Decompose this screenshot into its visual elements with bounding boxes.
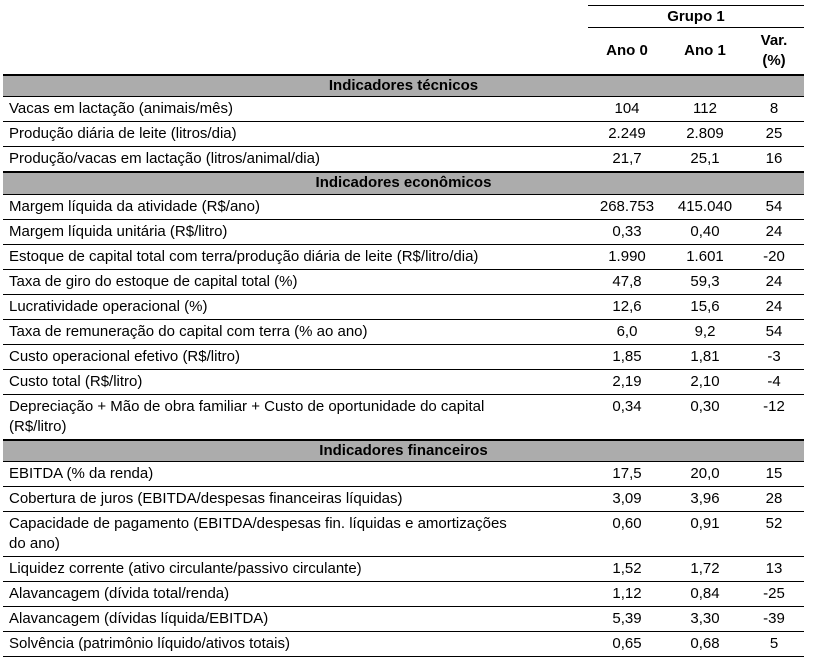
value-ano0: 12,6 [588, 294, 666, 319]
row-label-line1: Taxa de giro do estoque de capital total (%) [9, 272, 298, 290]
row-label [3, 122, 588, 147]
value-var: 15 [744, 462, 804, 487]
row-label [3, 294, 588, 319]
value-var: -4 [744, 369, 804, 394]
value-ano1: 1,72 [666, 557, 744, 582]
table-row [3, 219, 804, 244]
row-label-line1: Custo total (R$/litro) [9, 372, 143, 390]
table-head [3, 6, 804, 75]
value-ano1: 3,30 [666, 607, 744, 632]
value-ano0: 17,5 [588, 462, 666, 487]
table-row [3, 319, 804, 344]
row-label-line1: Depreciação + Mão de obra familiar + Custo de oportunidade do capital [9, 397, 485, 415]
table-row [3, 97, 804, 122]
value-ano0: 0,34 [588, 394, 666, 440]
row-label-line1: Produção diária de leite (litros/dia) [9, 125, 237, 142]
value-var: -20 [744, 244, 804, 269]
value-ano0: 2.249 [588, 122, 666, 147]
row-label-line1: Estoque de capital total com terra/produção diária de leite (R$/litro/dia) [9, 247, 479, 265]
value-ano0: 0,33 [588, 219, 666, 244]
value-ano0: 5,39 [588, 607, 666, 632]
row-label-line1: Custo operacional efetivo (R$/litro) [9, 347, 240, 365]
row-label [3, 344, 588, 369]
table-body [3, 75, 804, 657]
value-ano1: 0,68 [666, 632, 744, 657]
value-ano1: 0,91 [666, 512, 744, 557]
value-ano0: 1,85 [588, 344, 666, 369]
row-label-line1: Alavancagem (dívida total/renda) [9, 585, 230, 602]
value-ano1: 59,3 [666, 269, 744, 294]
row-label [3, 147, 588, 173]
value-var: -3 [744, 344, 804, 369]
row-label [3, 607, 588, 632]
value-var: -39 [744, 607, 804, 632]
table-row [3, 244, 804, 269]
value-var: 13 [744, 557, 804, 582]
row-label-line1: EBITDA (% da renda) [9, 465, 154, 482]
table-row [3, 294, 804, 319]
table-row [3, 582, 804, 607]
table-row [3, 462, 804, 487]
value-ano1: 2.809 [666, 122, 744, 147]
row-label-line1: Vacas em lactação (animais/mês) [9, 100, 233, 117]
row-label [3, 319, 588, 344]
col-header-var-line1: Var. [760, 31, 788, 49]
row-label [3, 462, 588, 487]
row-label-line2: (R$/litro) [9, 417, 67, 435]
value-ano1: 1.601 [666, 244, 744, 269]
value-var: 5 [744, 632, 804, 657]
col-header-var [744, 28, 804, 75]
row-label [3, 557, 588, 582]
table-row [3, 194, 804, 219]
value-ano0: 0,60 [588, 512, 666, 557]
row-label [3, 194, 588, 219]
value-var: -25 [744, 582, 804, 607]
row-label [3, 244, 588, 269]
value-ano1: 1,81 [666, 344, 744, 369]
value-var: 25 [744, 122, 804, 147]
value-var: -12 [744, 394, 804, 440]
corner-spacer [3, 28, 588, 75]
value-var: 24 [744, 219, 804, 244]
row-label [3, 269, 588, 294]
row-label-line1: Margem líquida da atividade (R$/ano) [9, 197, 260, 215]
row-label-line1: Cobertura de juros (EBITDA/despesas financeiras líquidas) [9, 490, 403, 507]
corner-spacer [3, 6, 588, 28]
value-ano1: 20,0 [666, 462, 744, 487]
value-ano0: 1,52 [588, 557, 666, 582]
table-row [3, 369, 804, 394]
value-ano1: 0,84 [666, 582, 744, 607]
value-ano0: 47,8 [588, 269, 666, 294]
section-header-row [3, 75, 804, 97]
value-var: 54 [744, 194, 804, 219]
row-label-line1: Alavancagem (dívidas líquida/EBITDA) [9, 610, 269, 627]
row-label-line1: Produção/vacas em lactação (litros/animal/dia) [9, 150, 320, 167]
row-label [3, 394, 588, 440]
group-header-row [3, 6, 804, 28]
value-var: 16 [744, 147, 804, 173]
section-title: Indicadores técnicos [3, 75, 804, 97]
value-ano0: 104 [588, 97, 666, 122]
value-ano1: 0,30 [666, 394, 744, 440]
value-ano1: 0,40 [666, 219, 744, 244]
value-ano0: 3,09 [588, 487, 666, 512]
row-label-line1: Liquidez corrente (ativo circulante/passivo circulante) [9, 560, 362, 577]
value-ano0: 2,19 [588, 369, 666, 394]
value-var: 28 [744, 487, 804, 512]
value-ano1: 112 [666, 97, 744, 122]
value-var: 24 [744, 269, 804, 294]
row-label [3, 632, 588, 657]
row-label [3, 582, 588, 607]
row-label [3, 97, 588, 122]
value-ano0: 6,0 [588, 319, 666, 344]
table-row [3, 269, 804, 294]
section-header-row [3, 440, 804, 462]
row-label-line2: do ano) [9, 535, 60, 552]
table-row [3, 344, 804, 369]
table-row [3, 632, 804, 657]
value-ano0: 0,65 [588, 632, 666, 657]
row-label [3, 512, 588, 557]
section-title: Indicadores econômicos [3, 172, 804, 194]
group-header: Grupo 1 [588, 6, 804, 28]
value-ano0: 1,12 [588, 582, 666, 607]
table-row [3, 122, 804, 147]
table-row [3, 512, 804, 557]
value-ano1: 3,96 [666, 487, 744, 512]
table-row [3, 487, 804, 512]
value-var: 8 [744, 97, 804, 122]
row-label [3, 487, 588, 512]
row-label-line1: Margem líquida unitária (R$/litro) [9, 222, 228, 240]
indicators-table [3, 5, 804, 657]
value-ano1: 15,6 [666, 294, 744, 319]
value-ano1: 25,1 [666, 147, 744, 173]
value-ano1: 415.040 [666, 194, 744, 219]
table-row [3, 147, 804, 173]
table-row [3, 607, 804, 632]
section-title: Indicadores financeiros [3, 440, 804, 462]
table-row [3, 394, 804, 440]
table-row [3, 557, 804, 582]
row-label-line1: Solvência (patrimônio líquido/ativos totais) [9, 635, 290, 652]
value-ano0: 268.753 [588, 194, 666, 219]
value-ano0: 1.990 [588, 244, 666, 269]
row-label [3, 369, 588, 394]
value-ano1: 2,10 [666, 369, 744, 394]
column-header-row [3, 28, 804, 75]
value-var: 24 [744, 294, 804, 319]
value-var: 52 [744, 512, 804, 557]
row-label-line1: Lucratividade operacional (%) [9, 297, 208, 315]
row-label-line1: Taxa de remuneração do capital com terra (% ao ano) [9, 322, 368, 340]
row-label-line1: Capacidade de pagamento (EBITDA/despesas fin. líquidas e amortizações [9, 515, 507, 532]
value-ano1: 9,2 [666, 319, 744, 344]
value-var: 54 [744, 319, 804, 344]
row-label [3, 219, 588, 244]
col-header-ano1: Ano 1 [684, 41, 726, 59]
col-header-ano0: Ano 0 [606, 41, 648, 59]
value-ano0: 21,7 [588, 147, 666, 173]
section-header-row [3, 172, 804, 194]
col-header-var-line2: (%) [762, 51, 786, 69]
